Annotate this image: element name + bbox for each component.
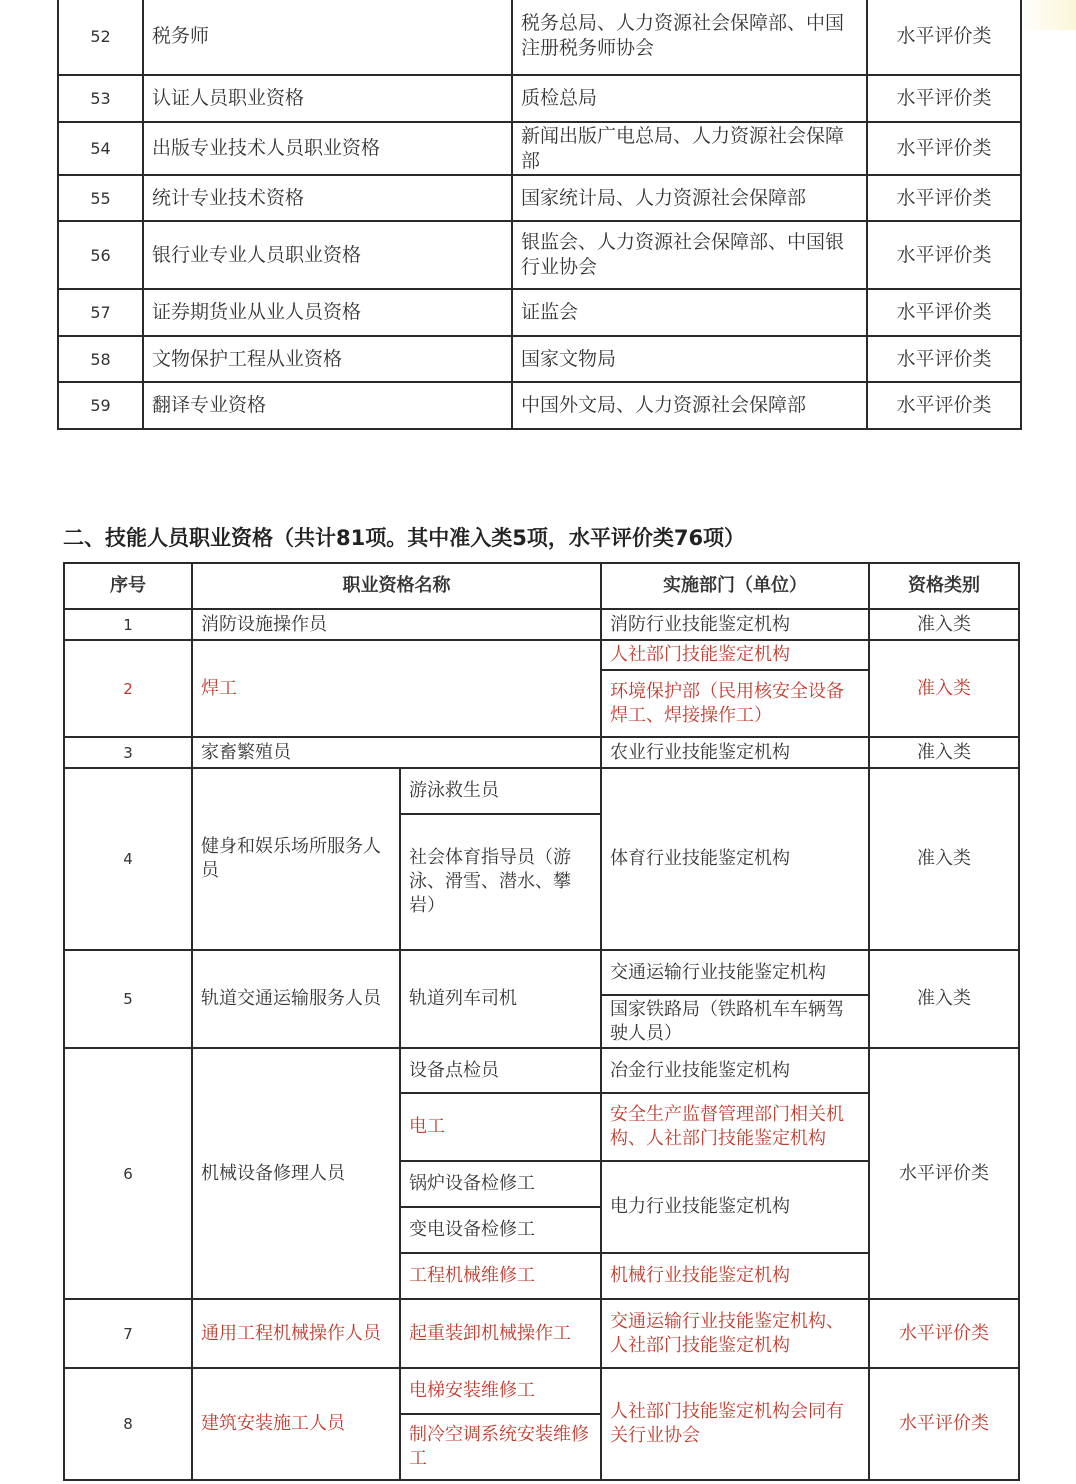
sub-occupation: 工程机械维修工 xyxy=(400,1253,601,1299)
row-number: 1 xyxy=(64,609,192,640)
table-row xyxy=(58,0,1021,75)
implementing-dept: 冶金行业技能鉴定机构 xyxy=(601,1048,869,1093)
sub-occupation: 轨道列车司机 xyxy=(400,950,601,1048)
qualification-name: 证券期货业从业人员资格 xyxy=(143,289,512,336)
qualification-category: 水平评价类 xyxy=(867,289,1021,336)
table-row xyxy=(58,122,1021,175)
qualification-name: 银行业专业人员职业资格 xyxy=(143,221,512,289)
qualification-category: 水平评价类 xyxy=(869,1368,1019,1480)
sub-occupation: 游泳救生员 xyxy=(400,768,601,814)
implementing-dept: 证监会 xyxy=(512,289,867,336)
implementing-dept: 电力行业技能鉴定机构 xyxy=(601,1161,869,1253)
implementing-dept: 交通运输行业技能鉴定机构、人社部门技能鉴定机构 xyxy=(601,1299,869,1368)
implementing-dept: 国家统计局、人力资源社会保障部 xyxy=(512,175,867,221)
qualification-name: 认证人员职业资格 xyxy=(143,75,512,122)
implementing-dept: 国家文物局 xyxy=(512,336,867,382)
table-row xyxy=(64,737,1019,768)
qualification-category: 水平评价类 xyxy=(867,75,1021,122)
implementing-dept: 交通运输行业技能鉴定机构 xyxy=(601,950,869,995)
implementing-dept: 中国外文局、人力资源社会保障部 xyxy=(512,382,867,429)
row-number: 57 xyxy=(58,289,143,336)
row-number: 52 xyxy=(58,0,143,75)
row-number: 59 xyxy=(58,382,143,429)
table-row xyxy=(64,609,1019,640)
row-number: 54 xyxy=(58,122,143,175)
qualification-category: 准入类 xyxy=(869,737,1019,768)
table-row xyxy=(64,1048,1019,1093)
qualification-category: 水平评价类 xyxy=(867,336,1021,382)
implementing-dept: 消防行业技能鉴定机构 xyxy=(601,609,869,640)
column-header-dept: 实施部门（单位） xyxy=(601,563,869,609)
table-row xyxy=(58,221,1021,289)
implementing-dept: 体育行业技能鉴定机构 xyxy=(601,768,869,950)
qualification-name: 建筑安装施工人员 xyxy=(192,1368,400,1480)
implementing-dept: 农业行业技能鉴定机构 xyxy=(601,737,869,768)
implementing-dept: 银监会、人力资源社会保障部、中国银行业协会 xyxy=(512,221,867,289)
row-number: 2 xyxy=(64,640,192,737)
implementing-dept: 国家铁路局（铁路机车车辆驾驶人员） xyxy=(601,995,869,1048)
qualification-category: 准入类 xyxy=(869,950,1019,1048)
implementing-dept: 质检总局 xyxy=(512,75,867,122)
implementing-dept: 人社部门技能鉴定机构 xyxy=(601,640,869,670)
column-header-category: 资格类别 xyxy=(869,563,1019,609)
qualification-category: 准入类 xyxy=(869,768,1019,950)
table-row xyxy=(58,336,1021,382)
row-number: 53 xyxy=(58,75,143,122)
qualification-category: 准入类 xyxy=(869,609,1019,640)
qualification-category: 水平评价类 xyxy=(869,1299,1019,1368)
sub-occupation: 电梯安装维修工 xyxy=(400,1368,601,1414)
qualification-category: 水平评价类 xyxy=(867,122,1021,175)
qualification-category: 水平评价类 xyxy=(867,382,1021,429)
qualification-name: 文物保护工程从业资格 xyxy=(143,336,512,382)
sub-occupation: 电工 xyxy=(400,1093,601,1161)
sub-occupation: 社会体育指导员（游泳、滑雪、潜水、攀岩） xyxy=(400,814,601,950)
table-row xyxy=(58,75,1021,122)
row-number: 56 xyxy=(58,221,143,289)
sub-occupation: 起重装卸机械操作工 xyxy=(400,1299,601,1368)
table-row xyxy=(58,289,1021,336)
qualification-name: 家畜繁殖员 xyxy=(192,737,601,768)
section-heading: 二、技能人员职业资格（共计81项。其中准入类5项，水平评价类76项） xyxy=(63,526,746,550)
implementing-dept: 人社部门技能鉴定机构会同有关行业协会 xyxy=(601,1368,869,1480)
table-row xyxy=(64,1299,1019,1368)
table-row xyxy=(58,175,1021,221)
sub-occupation: 变电设备检修工 xyxy=(400,1207,601,1253)
qualification-name: 健身和娱乐场所服务人员 xyxy=(192,768,400,950)
column-header-name: 职业资格名称 xyxy=(192,563,601,609)
qualification-category: 水平评价类 xyxy=(869,1048,1019,1299)
qualification-name: 机械设备修理人员 xyxy=(192,1048,400,1299)
qualification-name: 翻译专业资格 xyxy=(143,382,512,429)
table-row xyxy=(58,382,1021,429)
table-row xyxy=(64,768,1019,814)
row-number: 4 xyxy=(64,768,192,950)
row-number: 58 xyxy=(58,336,143,382)
qualification-category: 水平评价类 xyxy=(867,0,1021,75)
qualification-name: 通用工程机械操作人员 xyxy=(192,1299,400,1368)
column-header-number: 序号 xyxy=(64,563,192,609)
implementing-dept: 环境保护部（民用核安全设备焊工、焊接操作工） xyxy=(601,670,869,737)
table-header-row xyxy=(64,563,1019,609)
qualification-category: 准入类 xyxy=(869,640,1019,737)
corner-tint xyxy=(1016,0,1076,30)
implementing-dept: 新闻出版广电总局、人力资源社会保障部 xyxy=(512,122,867,175)
row-number: 7 xyxy=(64,1299,192,1368)
implementing-dept: 安全生产监督管理部门相关机构、人社部门技能鉴定机构 xyxy=(601,1093,869,1161)
qualification-name: 消防设施操作员 xyxy=(192,609,601,640)
qualification-name: 出版专业技术人员职业资格 xyxy=(143,122,512,175)
row-number: 8 xyxy=(64,1368,192,1480)
sub-occupation: 设备点检员 xyxy=(400,1048,601,1093)
row-number: 55 xyxy=(58,175,143,221)
implementing-dept: 机械行业技能鉴定机构 xyxy=(601,1253,869,1299)
qualification-category: 水平评价类 xyxy=(867,175,1021,221)
row-number: 6 xyxy=(64,1048,192,1299)
row-number: 3 xyxy=(64,737,192,768)
implementing-dept: 税务总局、人力资源社会保障部、中国注册税务师协会 xyxy=(512,0,867,75)
table-skill-qualifications xyxy=(63,562,1020,1481)
qualification-name: 轨道交通运输服务人员 xyxy=(192,950,400,1048)
qualification-category: 水平评价类 xyxy=(867,221,1021,289)
table-professional-qualifications xyxy=(57,0,1022,430)
sub-occupation: 制冷空调系统安装维修工 xyxy=(400,1414,601,1480)
sub-occupation: 锅炉设备检修工 xyxy=(400,1161,601,1207)
table-row xyxy=(64,1368,1019,1414)
qualification-name: 统计专业技术资格 xyxy=(143,175,512,221)
row-number: 5 xyxy=(64,950,192,1048)
qualification-name: 税务师 xyxy=(143,0,512,75)
table-row xyxy=(64,950,1019,995)
qualification-name: 焊工 xyxy=(192,640,601,737)
table-row xyxy=(64,640,1019,670)
